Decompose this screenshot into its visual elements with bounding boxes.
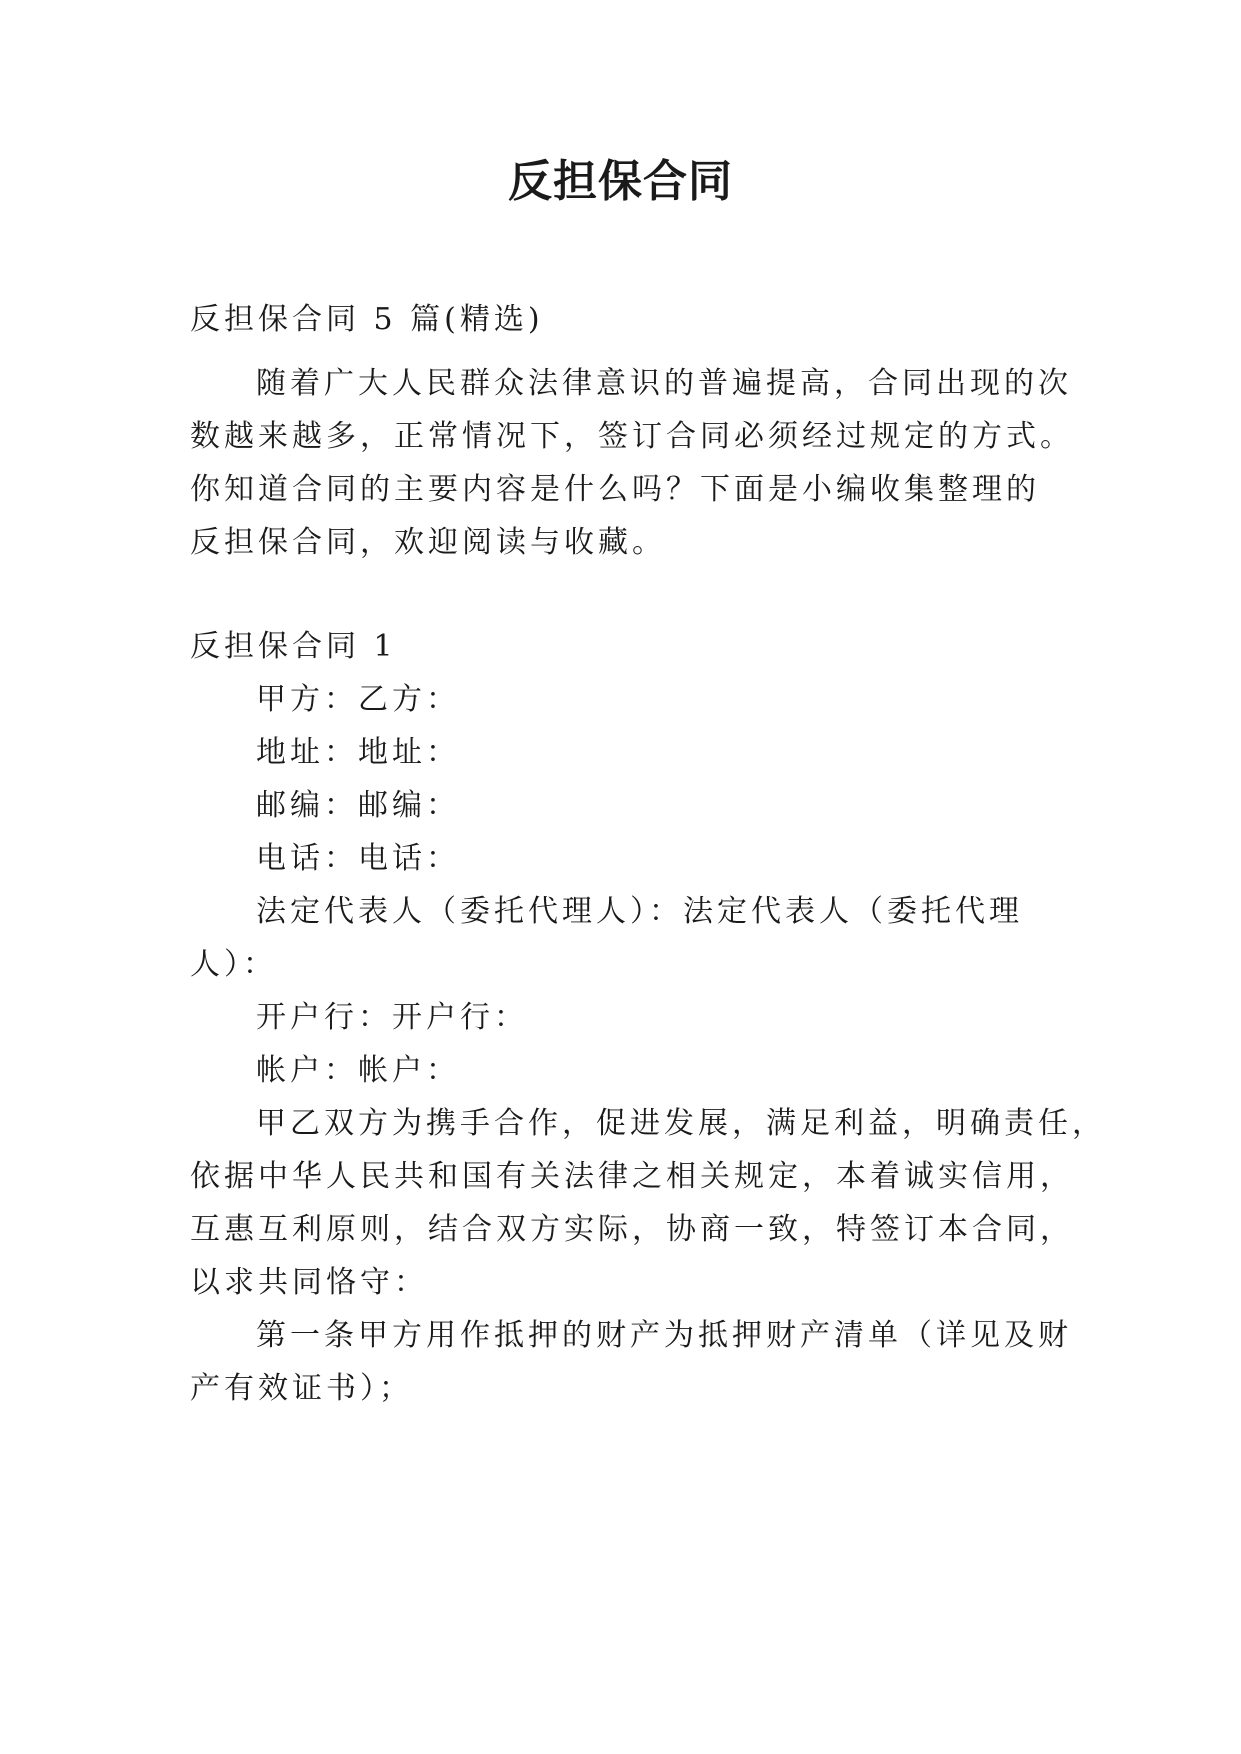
purpose-line: 依据中华人民共和国有关法律之相关规定，本着诚实信用， [190,1159,1074,1194]
document-subtitle [190,290,1070,349]
bank-field: 开户行：开户行： [256,1000,528,1035]
section-heading: 反担保合同 1 [190,629,397,664]
contract-section-1 [190,620,1106,1415]
address-field: 地址：地址： [256,735,460,770]
purpose-line: 甲乙双方为携手合作，促进发展，满足利益，明确责任， [256,1106,1106,1141]
account-field: 帐户：帐户： [256,1053,460,1088]
phone-field: 电话：电话： [256,841,460,876]
postcode-field: 邮编：邮编： [256,788,460,823]
purpose-line: 以求共同恪守： [190,1265,428,1300]
article-1-line: 产有效证书）； [190,1371,413,1406]
representative-field: 法定代表人（委托代理人）：法定代表人（委托代理 [256,894,1023,929]
intro-line: 反担保合同，欢迎阅读与收藏。 [190,525,666,560]
document-title: 反担保合同 [508,156,733,207]
intro-paragraph [190,357,1074,569]
intro-line: 数越来越多，正常情况下，签订合同必须经过规定的方式。 [190,419,1074,454]
intro-line: 随着广大人民群众法律意识的普遍提高，合同出现的次 [256,366,1072,401]
party-field: 甲方：乙方： [256,682,460,717]
representative-field-cont: 人）： [190,947,277,982]
subtitle-text: 反担保合同 5 篇(精选) [190,302,544,337]
intro-line: 你知道合同的主要内容是什么吗？下面是小编收集整理的 [190,472,1040,507]
purpose-line: 互惠互利原则，结合双方实际，协商一致，特签订本合同， [190,1212,1074,1247]
article-1-line: 第一条甲方用作抵押的财产为抵押财产清单（详见及财 [256,1318,1072,1353]
